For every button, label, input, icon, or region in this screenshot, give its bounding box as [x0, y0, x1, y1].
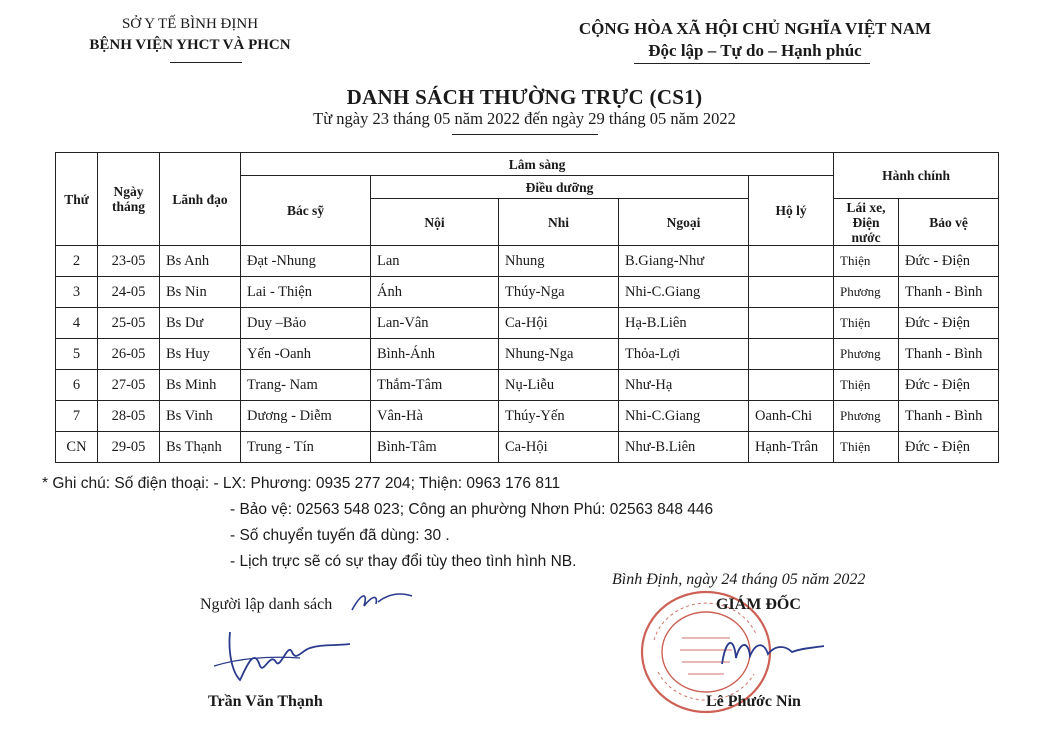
date-place: Bình Định, ngày 24 tháng 05 năm 2022	[612, 571, 866, 588]
cell-noi: Vân-Hà	[371, 401, 499, 432]
cell-thu: 6	[56, 370, 98, 401]
cell-noi: Bình-Ánh	[371, 339, 499, 370]
cell-bac-si: Dương - Diễm	[241, 401, 371, 432]
cell-thu: 4	[56, 308, 98, 339]
org-header	[40, 14, 340, 56]
preparer-signature	[210, 622, 380, 692]
cell-lai-xe: Phương	[834, 339, 899, 370]
cell-ho-ly	[749, 277, 834, 308]
header-noi: Nội	[371, 199, 499, 246]
org-line1: SỞ Y TẾ BÌNH ĐỊNH	[121, 16, 259, 32]
note-transfer-count: - Số chuyển tuyến đã dùng: 30 .	[230, 527, 450, 544]
director-name: Lê Phước Nin	[706, 693, 801, 710]
cell-bao-ve: Thanh - Bình	[899, 277, 999, 308]
cell-bao-ve: Đức - Điện	[899, 308, 999, 339]
cell-lai-xe: Thiện	[834, 246, 899, 277]
subtitle-underline	[452, 134, 598, 135]
cell-thu: 7	[56, 401, 98, 432]
cell-lanh-dao: Bs Vinh	[160, 401, 241, 432]
note-phone-lx: * Ghi chú: Số điện thoại: - LX: Phương: 0935 277 204; Thiện: 0963 176 811	[42, 475, 561, 492]
cell-noi: Bình-Tâm	[371, 432, 499, 463]
cell-ho-ly: Hạnh-Trân	[749, 432, 834, 463]
cell-bac-si: Trang- Nam	[241, 370, 371, 401]
cell-bao-ve: Thanh - Bình	[899, 401, 999, 432]
table-row	[56, 246, 999, 277]
notes-block	[42, 471, 713, 575]
cell-lanh-dao: Bs Nin	[160, 277, 241, 308]
cell-ngay-thang: 26-05	[98, 339, 160, 370]
header-lai-xe: Lái xe, Điện nước	[834, 199, 899, 246]
cell-ho-ly	[749, 370, 834, 401]
cell-nhi: Ca-Hội	[499, 432, 619, 463]
cell-nhi: Thúy-Yến	[499, 401, 619, 432]
cell-ngay-thang: 28-05	[98, 401, 160, 432]
header-lam-sang: Lâm sàng	[241, 153, 834, 176]
cell-ngoai: Như-Hạ	[619, 370, 749, 401]
table-row	[56, 277, 999, 308]
cell-thu: 2	[56, 246, 98, 277]
header-ngoai: Ngoại	[619, 199, 749, 246]
header-ho-ly: Hộ lý	[749, 176, 834, 246]
motto-line1: CỘNG HÒA XÃ HỘI CHỦ NGHĨA VIỆT NAM	[578, 19, 932, 38]
cell-ho-ly	[749, 339, 834, 370]
director-signature	[712, 628, 832, 678]
cell-ho-ly	[749, 308, 834, 339]
cell-lanh-dao: Bs Minh	[160, 370, 241, 401]
header-lanh-dao: Lãnh đạo	[160, 153, 241, 246]
cell-ngay-thang: 29-05	[98, 432, 160, 463]
table-row	[56, 308, 999, 339]
cell-ngoai: Nhi-C.Giang	[619, 277, 749, 308]
cell-ngay-thang: 27-05	[98, 370, 160, 401]
cell-nhi: Nhung	[499, 246, 619, 277]
cell-bac-si: Duy –Bảo	[241, 308, 371, 339]
cell-ngoai: Hạ-B.Liên	[619, 308, 749, 339]
cell-lai-xe: Thiện	[834, 370, 899, 401]
cell-lanh-dao: Bs Thạnh	[160, 432, 241, 463]
header-bao-ve: Bảo vệ	[899, 199, 999, 246]
cell-lanh-dao: Bs Huy	[160, 339, 241, 370]
cell-ho-ly: Oanh-Chi	[749, 401, 834, 432]
preparer-initial-signature	[348, 588, 418, 618]
cell-lanh-dao: Bs Dư	[160, 308, 241, 339]
cell-ngoai: B.Giang-Như	[619, 246, 749, 277]
cell-ho-ly	[749, 246, 834, 277]
note-schedule-change: - Lịch trực sẽ có sự thay đổi tùy theo tình hình NB.	[230, 553, 577, 570]
cell-noi: Lan-Vân	[371, 308, 499, 339]
cell-lai-xe: Phương	[834, 401, 899, 432]
cell-noi: Thắm-Tâm	[371, 370, 499, 401]
cell-nhi: Ca-Hội	[499, 308, 619, 339]
cell-ngoai: Như-B.Liên	[619, 432, 749, 463]
cell-bao-ve: Đức - Điện	[899, 246, 999, 277]
org-underline	[170, 62, 242, 63]
header-dieu-duong: Điều dưỡng	[371, 176, 749, 199]
roster-body	[56, 246, 999, 463]
header-bac-si: Bác sỹ	[241, 176, 371, 246]
cell-ngay-thang: 24-05	[98, 277, 160, 308]
cell-ngay-thang: 23-05	[98, 246, 160, 277]
cell-bac-si: Yến -Oanh	[241, 339, 371, 370]
cell-bac-si: Đạt -Nhung	[241, 246, 371, 277]
cell-lai-xe: Phương	[834, 277, 899, 308]
header-nhi: Nhi	[499, 199, 619, 246]
table-row	[56, 432, 999, 463]
cell-bao-ve: Thanh - Bình	[899, 339, 999, 370]
cell-bao-ve: Đức - Điện	[899, 432, 999, 463]
cell-noi: Ánh	[371, 277, 499, 308]
cell-noi: Lan	[371, 246, 499, 277]
header-hanh-chinh: Hành chính	[834, 153, 999, 199]
cell-bao-ve: Đức - Điện	[899, 370, 999, 401]
national-motto	[540, 18, 970, 62]
cell-nhi: Nụ-Liễu	[499, 370, 619, 401]
cell-nhi: Thúy-Nga	[499, 277, 619, 308]
note-phone-security: - Bảo vệ: 02563 548 023; Công an phường Nhơn Phú: 02563 848 446	[230, 501, 714, 518]
cell-lai-xe: Thiện	[834, 432, 899, 463]
table-row	[56, 339, 999, 370]
cell-nhi: Nhung-Nga	[499, 339, 619, 370]
cell-thu: CN	[56, 432, 98, 463]
motto-line2: Độc lập – Tự do – Hạnh phúc	[648, 41, 862, 60]
cell-ngoai: Nhi-C.Giang	[619, 401, 749, 432]
cell-bac-si: Lai - Thiện	[241, 277, 371, 308]
cell-lanh-dao: Bs Anh	[160, 246, 241, 277]
cell-bac-si: Trung - Tín	[241, 432, 371, 463]
table-row	[56, 401, 999, 432]
header-thu: Thứ	[56, 153, 98, 246]
document-title: DANH SÁCH THƯỜNG TRỰC (CS1)	[346, 85, 703, 109]
org-line2: BỆNH VIỆN YHCT VÀ PHCN	[89, 37, 291, 53]
cell-ngay-thang: 25-05	[98, 308, 160, 339]
cell-thu: 3	[56, 277, 98, 308]
roster-table	[55, 152, 999, 463]
preparer-name: Trần Văn Thạnh	[208, 693, 323, 710]
cell-ngoai: Thỏa-Lợi	[619, 339, 749, 370]
cell-lai-xe: Thiện	[834, 308, 899, 339]
table-row	[56, 370, 999, 401]
director-title: GIÁM ĐỐC	[716, 596, 801, 613]
motto-underline	[634, 63, 870, 64]
preparer-title: Người lập danh sách	[200, 596, 333, 613]
header-ngay-thang: Ngày tháng	[98, 153, 160, 246]
cell-thu: 5	[56, 339, 98, 370]
document-subtitle: Từ ngày 23 tháng 05 năm 2022 đến ngày 29 tháng 05 năm 2022	[313, 109, 736, 128]
